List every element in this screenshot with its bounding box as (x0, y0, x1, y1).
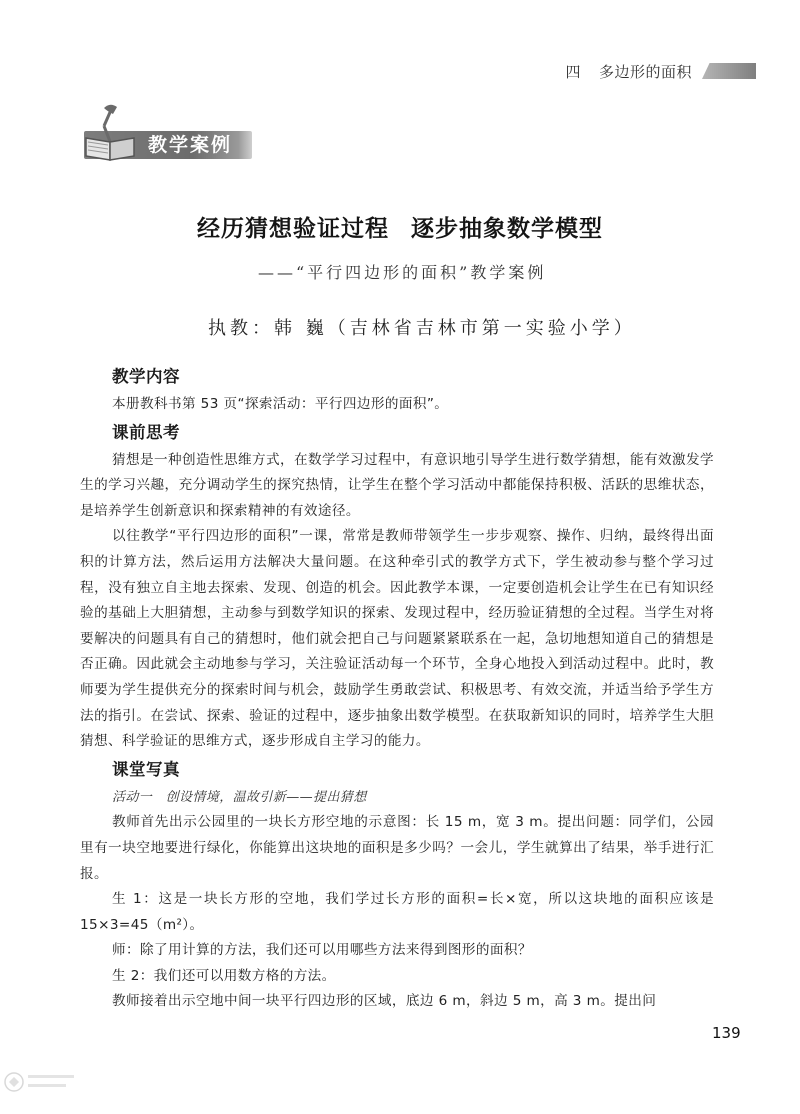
paragraph: 生 2：我们还可以用数方格的方法。 (112, 967, 336, 984)
teaching-content-paragraph: 本册教科书第 53 页“探索活动：平行四边形的面积”。 (112, 396, 449, 412)
article-subtitle: ——“平行四边形的面积”教学案例 (258, 263, 547, 282)
header-tab-decoration (702, 63, 756, 79)
paragraph: 教师接着出示空地中间一块平行四边形的区域，底边 6 m，斜边 5 m，高 3 m。提出问 (112, 993, 657, 1010)
activity-heading: 活动一 创设情境，温故引新——提出猜想 (112, 789, 367, 805)
paragraph: 生 1：这是一块长方形的空地，我们学过长方形的面积=长×宽，所以这块地的面积应该是 15×3=45（m²）。 (80, 891, 714, 933)
paragraph: 师：除了用计算的方法，我们还可以用哪些方法来得到图形的面积？ (112, 942, 532, 959)
title-part-1: 经历猜想验证过程 (197, 216, 389, 242)
article-title (0, 210, 800, 243)
watermark-logo (0, 1062, 90, 1102)
paragraph: 以往教学“平行四边形的面积”一课，常常是教师带领学生一步步观察、操作、归纳，最终得出面积的计算方法，然后运用方法解决大量问题。在这种牵引式的教学方式下，学生被动参与整个学习过程，没有独立自主地去探索、发现、创造的机会。因此教学本课，一定要创造机会让学生在已有知识经验的基础上大胆猜想，主动参与到数学知识的探索、发现过程中，经历验证猜想的全过程。当学生对将要解决的问题具有自己的猜想时，他们就会把自己与问题紧紧联系在一起，急切地想知道自己的猜想是否正确。因此就会主动地参与学习，关注验证活动每一个环节，全身心地投入到活动过程中。此时，教师要为学生提供充分的探索时间与机会，鼓励学生勇敢尝试、积极思考、有效交流，并适当给予学生方法的指引。在尝试、探索、验证的过程中，逐步抽象出数学模型。在获取新知识的同时，培养学生大胆猜想、科学验证的思维方式，逐步形成自主学习的能力。 (80, 528, 714, 750)
author-line: 执教：韩 巍（吉林省吉林市第一实验小学） (208, 318, 636, 339)
heading-classroom-record: 课堂写真 (112, 759, 180, 779)
chapter-number: 四 (565, 63, 581, 81)
heading-pre-class-thinking: 课前思考 (112, 422, 180, 442)
paragraph: 教师首先出示公园里的一块长方形空地的示意图：长 15 m，宽 3 m。提出问题：同学们，公园里有一块空地要进行绿化，你能算出这块地的面积是多少吗？一会儿，学生就算出了结果，举手进行汇报。 (80, 814, 714, 882)
title-part-2: 逐步抽象数学模型 (411, 216, 603, 242)
page-number: 139 (712, 1024, 741, 1042)
desk-lamp-book-icon (84, 100, 144, 162)
running-header (565, 61, 692, 82)
section-banner-label: 教学案例 (148, 134, 233, 156)
paragraph: 猜想是一种创造性思维方式，在数学学习过程中，有意识地引导学生进行数学猜想，能有效激发学生的学习兴趣，充分调动学生的探究热情，让学生在整个学习活动中都能保持积极、活跃的思维状态，是培养学生创新意识和探索精神的有效途径。 (80, 451, 714, 519)
article-body (80, 362, 714, 1015)
heading-teaching-content: 教学内容 (112, 367, 180, 386)
chapter-title: 多边形的面积 (598, 63, 692, 81)
